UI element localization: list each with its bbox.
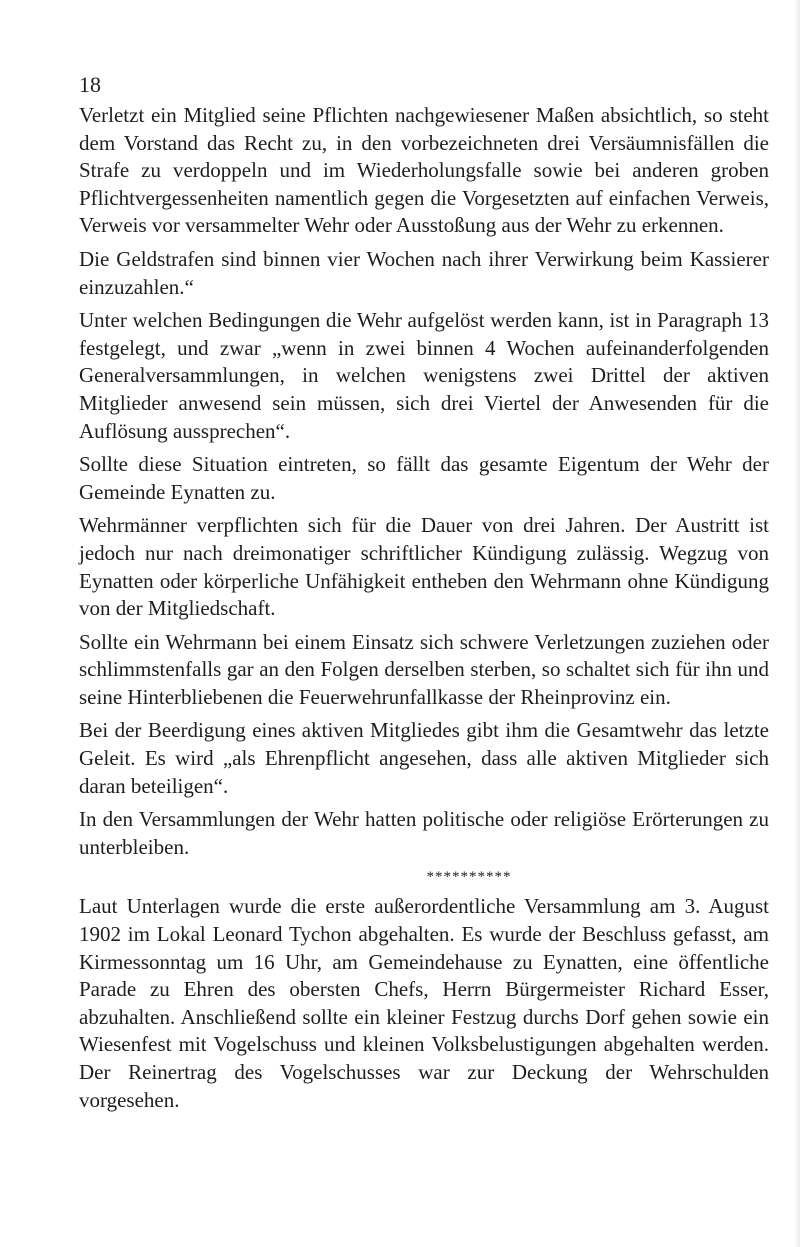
body-text bbox=[79, 102, 769, 1120]
paragraph: Wehrmänner verpflichten sich für die Dauer von drei Jahren. Der Austritt ist jedoch nur nach dreimonatiger schriftlicher Kündigung zulässig. Wegzug von Eynatten oder körperliche Unfähigkeit entheben den Wehrmann ohne Kündigung von der Mitgliedschaft. bbox=[79, 513, 769, 621]
page-edge-shadow bbox=[794, 0, 800, 1247]
paragraph: Unter welchen Bedingungen die Wehr aufgelöst werden kann, ist in Paragraph 13 festgelegt, und zwar „wenn in zwei binnen 4 Wochen aufeinanderfolgenden Generalversammlungen, in welchen wenigstens zwei Drittel der aktiven Mitglieder anwesend sein müssen, sich drei Viertel der Anwesenden für die Auflösung aussprechen“. bbox=[79, 308, 769, 443]
paragraph: Bei der Beerdigung eines aktiven Mitgliedes gibt ihm die Gesamtwehr das letzte Geleit. Es wird „als Ehrenpflicht angesehen, dass alle aktiven Mitglieder sich daran beteiligen“. bbox=[79, 718, 769, 798]
paragraph: Laut Unterlagen wurde die erste außerordentliche Versammlung am 3. August 1902 im Lokal Leonard Tychon abgehalten. Es wurde der Beschluss gefasst, am Kirmessonntag um 16 Uhr, am Gemeindehause zu Eynatten, eine öffentliche Parade zu Ehren des obersten Chefs, Herrn Bürgermeister Richard Esser, abzuhalten. Anschließend sollte ein kleiner Festzug durchs Dorf gehen sowie ein Wiesenfest mit Vogelschuss und kleinen Volksbelustigungen abgehalten werden. Der Reinertrag des Vogelschusses war zur Deckung der Wehrschulden vorgesehen. bbox=[79, 894, 769, 1112]
paragraph: Die Geldstrafen sind binnen vier Wochen nach ihrer Verwirkung beim Kassierer einzuzahlen.“ bbox=[79, 246, 769, 299]
paragraph: Verletzt ein Mitglied seine Pflichten nachgewiesener Maßen absichtlich, so steht dem Vorstand das Recht zu, in den vorbezeichneten drei Versäumnisfällen die Strafe zu verdoppeln und im Wiederholungsfalle sowie bei anderen groben Pflichtvergessenheiten namentlich gegen die Vorgesetzten auf einfachen Verweis, Verweis vor versammelter Wehr oder Ausstoßung aus der Wehr zu erkennen. bbox=[79, 103, 769, 238]
paragraph: Sollte ein Wehrmann bei einem Einsatz sich schwere Verletzungen zuziehen oder schlimmstenfalls gar an den Folgen derselben sterben, so schaltet sich für ihn und seine Hinterbliebenen die Feuerwehrunfallkasse der Rheinprovinz ein. bbox=[79, 629, 769, 709]
paragraph: Sollte diese Situation eintreten, so fällt das gesamte Eigentum der Wehr der Gemeinde Eynatten zu. bbox=[79, 452, 769, 504]
page-number: 18 bbox=[79, 72, 101, 97]
section-separator: ********** bbox=[426, 869, 512, 886]
paragraph: In den Versammlungen der Wehr hatten politische oder religiöse Erörterungen zu unterbleiben. bbox=[79, 807, 769, 859]
